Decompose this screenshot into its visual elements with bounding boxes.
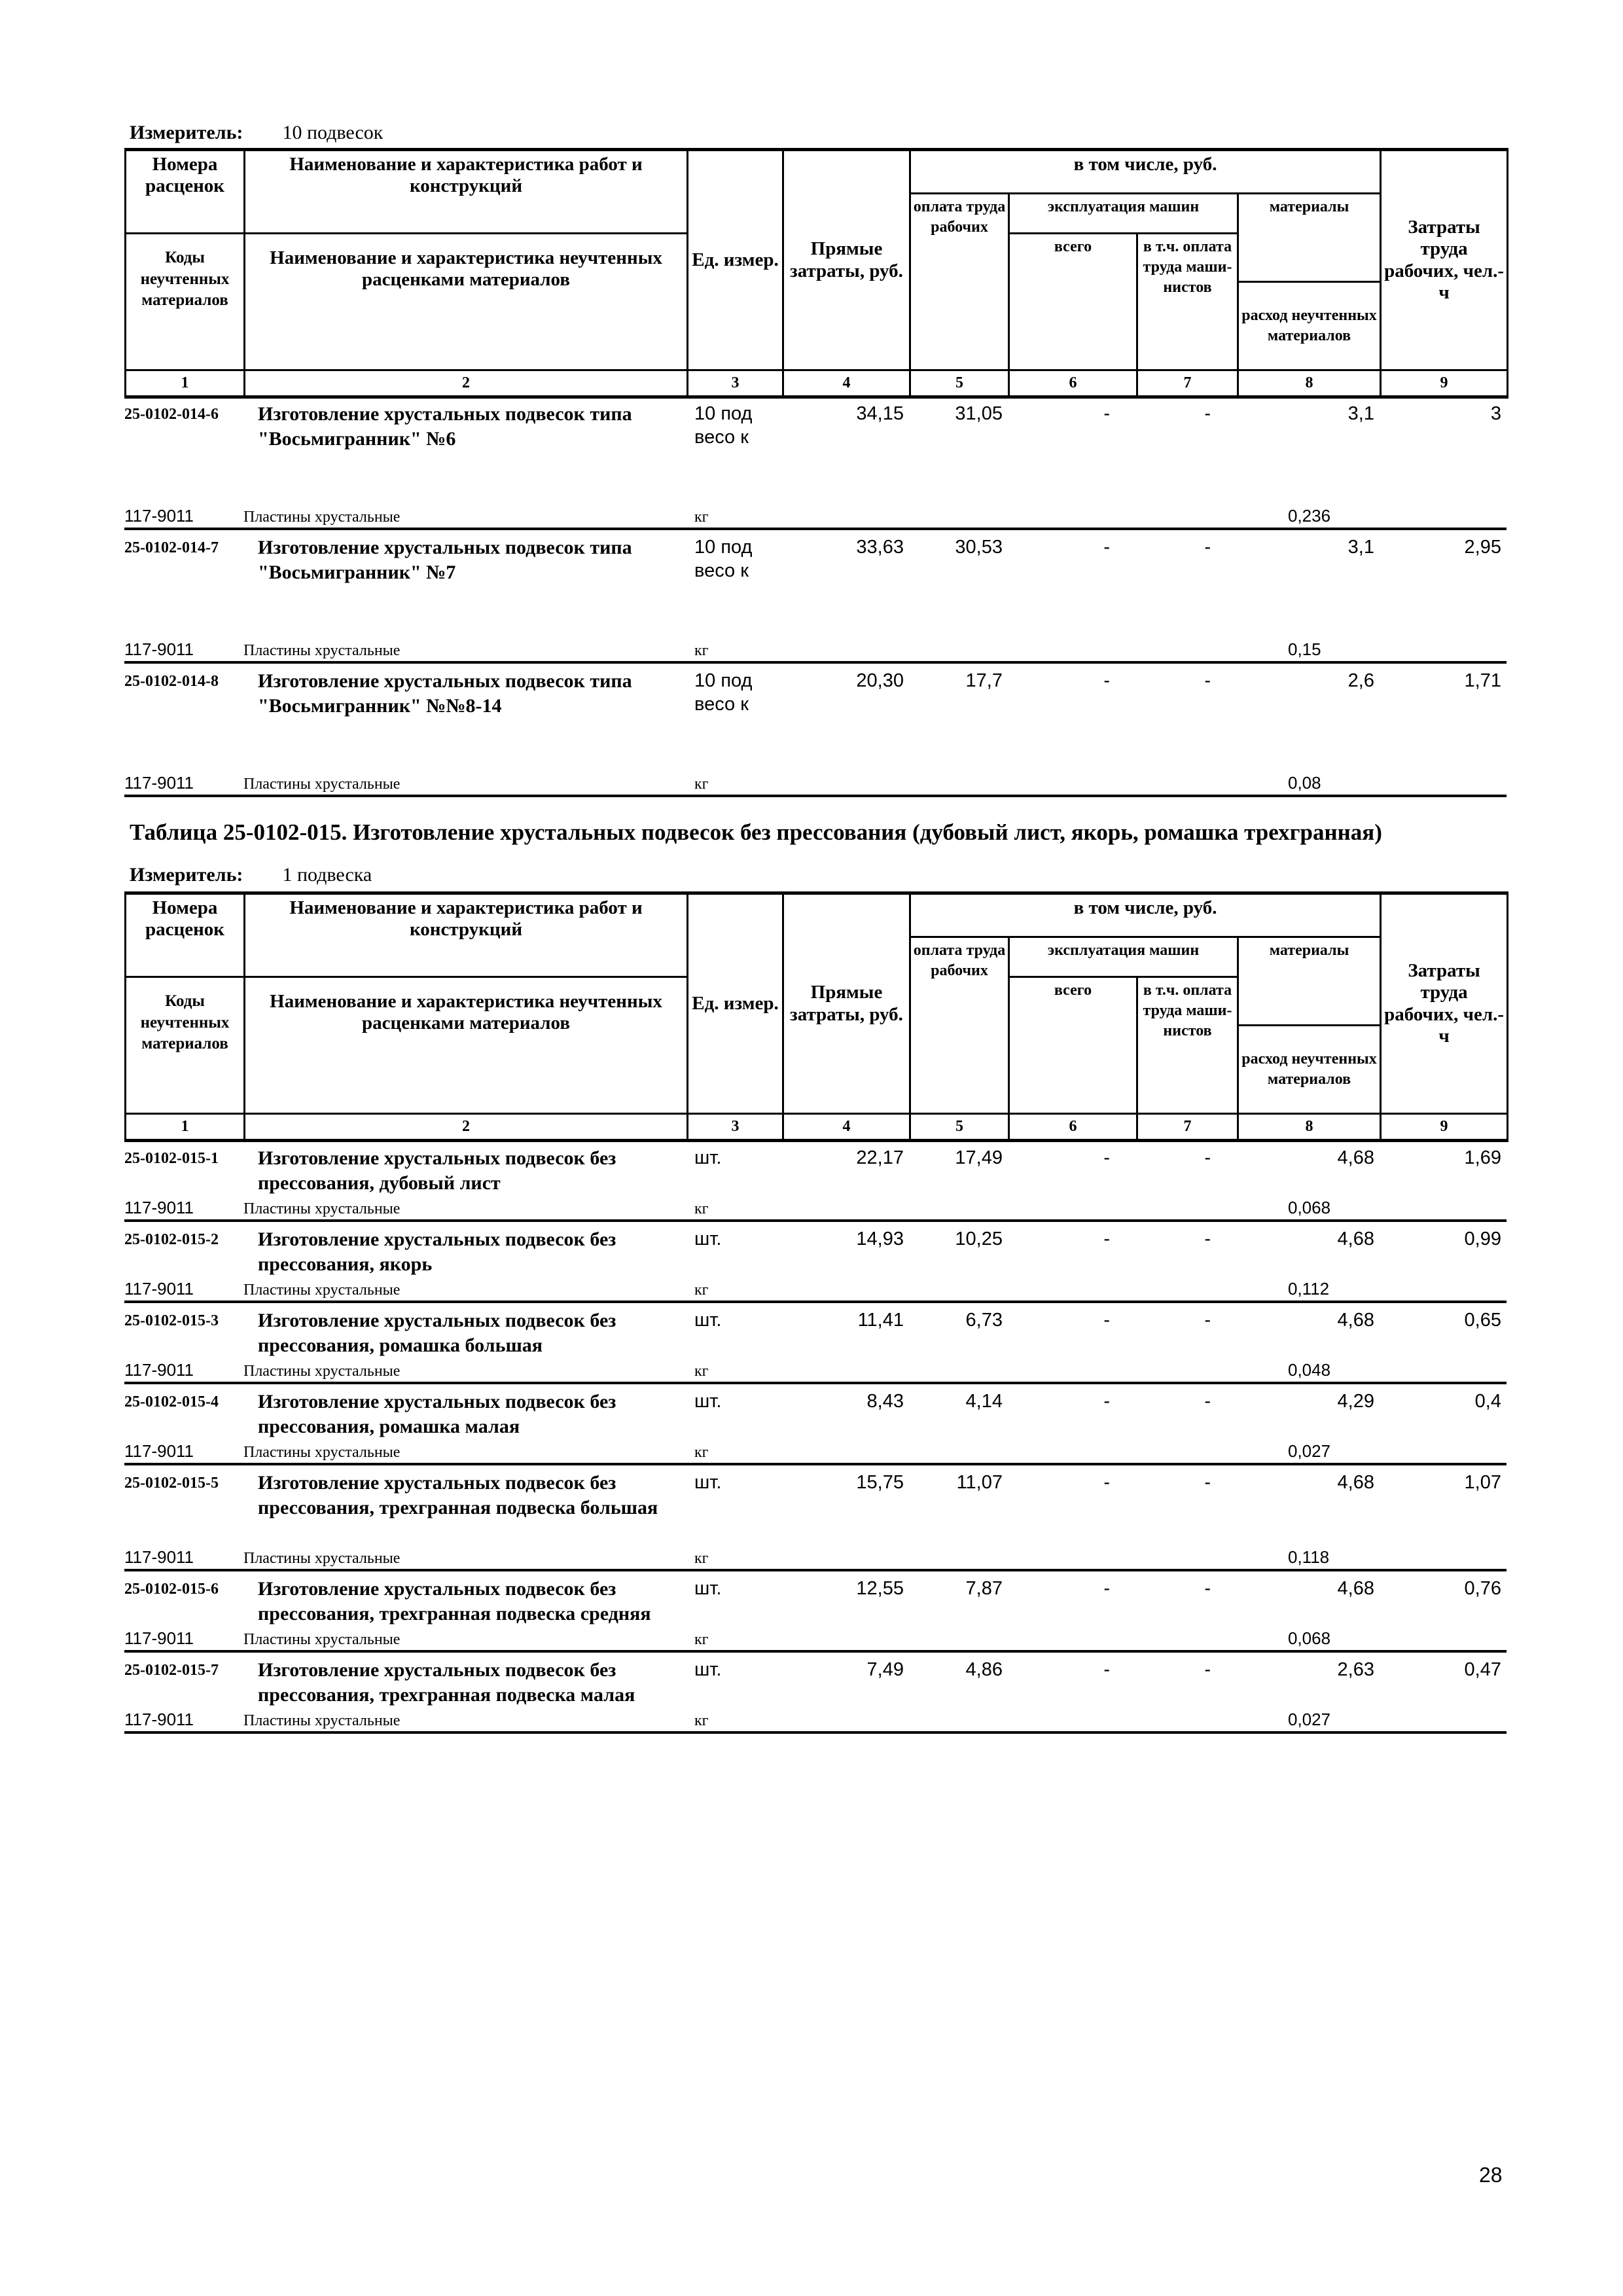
value-c6: - bbox=[1103, 1391, 1110, 1412]
rate-code: 25-0102-014-6 bbox=[124, 406, 219, 423]
col-machines: эксплуатация машин bbox=[1009, 937, 1238, 977]
rate-code: 25-0102-014-8 bbox=[124, 673, 219, 690]
work-name: Изготовление хрустальных подвесок типа "Восьмигранник" №7 bbox=[258, 537, 632, 583]
material-row bbox=[124, 1193, 1507, 1222]
material-unit: кг bbox=[694, 1712, 709, 1729]
material-name: Пластины хрустальные bbox=[243, 1363, 401, 1380]
value-c9: 0,47 bbox=[1464, 1659, 1501, 1680]
work-row bbox=[124, 1384, 1507, 1437]
material-usage: 0,118 bbox=[1288, 1547, 1330, 1567]
col-rate-number: Номера расценок bbox=[126, 893, 245, 977]
material-usage: 0,15 bbox=[1288, 639, 1321, 659]
value-c7: - bbox=[1204, 1391, 1211, 1412]
value-c5: 11,07 bbox=[956, 1472, 1003, 1493]
col-including: в том числе, руб. bbox=[910, 893, 1381, 937]
value-c4: 8,43 bbox=[866, 1391, 904, 1412]
value-c4: 7,49 bbox=[866, 1659, 904, 1680]
col-material-usage: расход неучтенных материалов bbox=[1238, 282, 1381, 370]
material-code: 117-9011 bbox=[124, 1360, 194, 1380]
column-number: 2 bbox=[245, 1114, 688, 1141]
value-c7: - bbox=[1204, 1229, 1211, 1249]
col-labor-costs: Затраты труда рабочих, чел.-ч bbox=[1381, 150, 1508, 370]
value-c4: 15,75 bbox=[856, 1472, 904, 1493]
material-row bbox=[124, 1624, 1507, 1653]
column-number: 8 bbox=[1238, 1114, 1381, 1141]
material-unit: кг bbox=[694, 509, 709, 526]
value-c8: 4,68 bbox=[1337, 1310, 1374, 1331]
material-name: Пластины хрустальные bbox=[243, 1282, 401, 1299]
material-row bbox=[124, 635, 1507, 664]
value-c8: 4,68 bbox=[1337, 1472, 1374, 1493]
material-unit: кг bbox=[694, 776, 709, 793]
material-row bbox=[124, 501, 1507, 530]
value-c5: 10,25 bbox=[955, 1229, 1003, 1249]
unit: шт. bbox=[694, 1229, 722, 1249]
material-name: Пластины хрустальные bbox=[243, 1444, 401, 1461]
column-number: 4 bbox=[783, 1114, 910, 1141]
material-row bbox=[124, 768, 1507, 797]
material-name: Пластины хрустальные bbox=[243, 1550, 401, 1567]
table-header bbox=[124, 891, 1508, 1142]
value-c6: - bbox=[1103, 537, 1110, 558]
material-code: 117-9011 bbox=[124, 1547, 194, 1567]
rate-code: 25-0102-015-3 bbox=[124, 1312, 219, 1329]
col-material-codes: Коды неучтенных материалов bbox=[126, 977, 245, 1114]
work-name: Изготовление хрустальных подвесок без прессования, дубовый лист bbox=[258, 1147, 616, 1194]
work-name: Изготовление хрустальных подвесок без прессования, якорь bbox=[258, 1229, 616, 1275]
work-row bbox=[124, 1303, 1507, 1355]
value-c9: 1,69 bbox=[1464, 1147, 1501, 1168]
column-number: 9 bbox=[1381, 370, 1508, 397]
material-code: 117-9011 bbox=[124, 1279, 194, 1299]
unit: 10 подвесо к bbox=[694, 537, 753, 582]
value-c6: - bbox=[1103, 1229, 1110, 1249]
value-c6: - bbox=[1103, 1472, 1110, 1493]
column-number: 6 bbox=[1009, 370, 1137, 397]
col-materials: материалы bbox=[1238, 937, 1381, 1026]
material-row bbox=[124, 1543, 1507, 1571]
material-name: Пластины хрустальные bbox=[243, 1200, 401, 1217]
material-name: Пластины хрустальные bbox=[243, 776, 401, 793]
value-c5: 31,05 bbox=[955, 403, 1003, 424]
work-row bbox=[124, 530, 1507, 635]
value-c8: 3,1 bbox=[1347, 403, 1374, 424]
value-c6: - bbox=[1103, 1147, 1110, 1168]
col-machines: эксплуатация машин bbox=[1009, 194, 1238, 234]
material-row bbox=[124, 1355, 1507, 1384]
column-number: 3 bbox=[688, 370, 783, 397]
value-c6: - bbox=[1103, 1578, 1110, 1599]
unit: шт. bbox=[694, 1659, 722, 1680]
value-c4: 20,30 bbox=[856, 670, 904, 691]
material-row bbox=[124, 1437, 1507, 1465]
value-c7: - bbox=[1204, 1659, 1211, 1680]
unit: шт. bbox=[694, 1147, 722, 1168]
value-c8: 4,68 bbox=[1337, 1578, 1374, 1599]
value-c9: 2,95 bbox=[1464, 537, 1501, 558]
meter-value: 10 подвесок bbox=[282, 122, 383, 143]
value-c7: - bbox=[1204, 670, 1211, 691]
col-direct-costs: Прямые затраты, руб. bbox=[783, 893, 910, 1114]
work-row bbox=[124, 1465, 1507, 1543]
value-c5: 17,49 bbox=[955, 1147, 1003, 1168]
value-c8: 4,29 bbox=[1337, 1391, 1374, 1412]
col-including: в том числе, руб. bbox=[910, 150, 1381, 194]
rate-code: 25-0102-015-1 bbox=[124, 1150, 219, 1167]
column-number: 1 bbox=[126, 370, 245, 397]
col-unit: Ед. измер. bbox=[688, 893, 783, 1114]
page-number: 28 bbox=[1479, 2163, 1503, 2187]
work-row bbox=[124, 1222, 1507, 1274]
column-number: 7 bbox=[1137, 1114, 1238, 1141]
value-c9: 0,99 bbox=[1464, 1229, 1501, 1249]
work-row bbox=[124, 397, 1507, 501]
material-usage: 0,068 bbox=[1288, 1198, 1331, 1217]
unit: 10 подвесо к bbox=[694, 403, 753, 448]
value-c8: 2,6 bbox=[1347, 670, 1374, 691]
value-c9: 3 bbox=[1490, 403, 1501, 424]
value-c7: - bbox=[1204, 403, 1211, 424]
material-unit: кг bbox=[694, 1363, 709, 1380]
value-c9: 0,65 bbox=[1464, 1310, 1501, 1331]
rate-code: 25-0102-015-6 bbox=[124, 1581, 219, 1598]
value-c8: 4,68 bbox=[1337, 1147, 1374, 1168]
material-usage: 0,027 bbox=[1288, 1710, 1331, 1729]
rate-code: 25-0102-015-7 bbox=[124, 1662, 219, 1679]
material-usage: 0,048 bbox=[1288, 1360, 1331, 1380]
value-c7: - bbox=[1204, 1310, 1211, 1331]
material-code: 117-9011 bbox=[124, 639, 194, 659]
value-c9: 1,07 bbox=[1464, 1472, 1501, 1493]
column-number: 7 bbox=[1137, 370, 1238, 397]
value-c5: 6,73 bbox=[965, 1310, 1003, 1331]
work-name: Изготовление хрустальных подвесок типа "Восьмигранник" №№8-14 bbox=[258, 670, 632, 717]
col-materials: материалы bbox=[1238, 194, 1381, 282]
value-c5: 7,87 bbox=[965, 1578, 1003, 1599]
material-usage: 0,236 bbox=[1288, 506, 1331, 526]
work-name: Изготовление хрустальных подвесок без прессования, трехгранная подвеска средняя bbox=[258, 1578, 651, 1624]
value-c8: 2,63 bbox=[1337, 1659, 1374, 1680]
unit: 10 подвесо к bbox=[694, 670, 753, 715]
value-c6: - bbox=[1103, 403, 1110, 424]
material-name: Пластины хрустальные bbox=[243, 1631, 401, 1648]
work-name: Изготовление хрустальных подвесок без прессования, ромашка малая bbox=[258, 1391, 616, 1437]
col-work-name: Наименование и характеристика работ и конструкций bbox=[245, 150, 688, 234]
meter-label: Измеритель: bbox=[130, 864, 243, 886]
material-usage: 0,027 bbox=[1288, 1441, 1331, 1461]
material-usage: 0,08 bbox=[1288, 773, 1321, 793]
material-code: 117-9011 bbox=[124, 1198, 194, 1217]
meter-value: 1 подвеска bbox=[282, 864, 372, 886]
material-unit: кг bbox=[694, 1631, 709, 1648]
meter-2 bbox=[130, 864, 372, 886]
col-work-name: Наименование и характеристика работ и конструкций bbox=[245, 893, 688, 977]
value-c4: 11,41 bbox=[857, 1310, 904, 1331]
col-direct-costs: Прямые затраты, руб. bbox=[783, 150, 910, 370]
value-c4: 14,93 bbox=[856, 1229, 904, 1249]
column-number: 3 bbox=[688, 1114, 783, 1141]
work-name: Изготовление хрустальных подвесок без прессования, трехгранная подвеска большая bbox=[258, 1472, 658, 1518]
unit: шт. bbox=[694, 1310, 722, 1331]
material-code: 117-9011 bbox=[124, 506, 194, 526]
col-labor-costs: Затраты труда рабочих, чел.-ч bbox=[1381, 893, 1508, 1114]
value-c5: 4,14 bbox=[965, 1391, 1003, 1412]
work-name: Изготовление хрустальных подвесок типа "Восьмигранник" №6 bbox=[258, 403, 632, 450]
value-c5: 30,53 bbox=[955, 537, 1003, 558]
value-c4: 34,15 bbox=[856, 403, 904, 424]
value-c4: 33,63 bbox=[856, 537, 904, 558]
col-material-name: Наименование и характеристика неучтенных расценками материалов bbox=[245, 977, 688, 1114]
material-unit: кг bbox=[694, 1550, 709, 1567]
value-c6: - bbox=[1103, 1310, 1110, 1331]
value-c7: - bbox=[1204, 1578, 1211, 1599]
material-code: 117-9011 bbox=[124, 1710, 194, 1729]
column-number: 9 bbox=[1381, 1114, 1508, 1141]
col-machines-total: всего bbox=[1009, 234, 1137, 370]
material-code: 117-9011 bbox=[124, 773, 194, 793]
col-machinist-pay: в т.ч. оплата труда маши-нистов bbox=[1137, 977, 1238, 1114]
work-name: Изготовление хрустальных подвесок без прессования, трехгранная подвеска малая bbox=[258, 1659, 635, 1706]
work-name: Изготовление хрустальных подвесок без прессования, ромашка большая bbox=[258, 1310, 616, 1356]
value-c5: 17,7 bbox=[965, 670, 1003, 691]
col-machinist-pay: в т.ч. оплата труда маши-нистов bbox=[1137, 234, 1238, 370]
material-unit: кг bbox=[694, 1444, 709, 1461]
rate-code: 25-0102-015-4 bbox=[124, 1393, 219, 1410]
table-body-2 bbox=[124, 1141, 1507, 1734]
value-c8: 4,68 bbox=[1337, 1229, 1374, 1249]
material-code: 117-9011 bbox=[124, 1441, 194, 1461]
work-row bbox=[124, 1571, 1507, 1624]
material-usage: 0,068 bbox=[1288, 1628, 1331, 1648]
col-material-codes: Коды неучтенных материалов bbox=[126, 234, 245, 370]
meter-label: Измеритель: bbox=[130, 122, 243, 143]
value-c9: 1,71 bbox=[1464, 670, 1501, 691]
col-rate-number: Номера расценок bbox=[126, 150, 245, 234]
work-row bbox=[124, 1653, 1507, 1705]
unit: шт. bbox=[694, 1578, 722, 1599]
value-c7: - bbox=[1204, 1147, 1211, 1168]
table-title: Таблица 25-0102-015. Изготовление хрустальных подвесок без прессования (дубовый лист, якорь, ромашка трехгранная) bbox=[130, 819, 1382, 845]
work-row bbox=[124, 1141, 1507, 1193]
material-unit: кг bbox=[694, 642, 709, 659]
column-number: 2 bbox=[245, 370, 688, 397]
column-number: 8 bbox=[1238, 370, 1381, 397]
meter-1 bbox=[130, 122, 383, 144]
col-material-name: Наименование и характеристика неучтенных расценками материалов bbox=[245, 234, 688, 370]
material-name: Пластины хрустальные bbox=[243, 509, 401, 526]
col-worker-pay: оплата труда рабочих bbox=[910, 194, 1009, 370]
value-c7: - bbox=[1204, 537, 1211, 558]
column-number: 6 bbox=[1009, 1114, 1137, 1141]
value-c8: 3,1 bbox=[1347, 537, 1374, 558]
material-usage: 0,112 bbox=[1288, 1279, 1330, 1299]
value-c7: - bbox=[1204, 1472, 1211, 1493]
column-number: 1 bbox=[126, 1114, 245, 1141]
value-c6: - bbox=[1103, 670, 1110, 691]
material-unit: кг bbox=[694, 1282, 709, 1299]
value-c6: - bbox=[1103, 1659, 1110, 1680]
rate-code: 25-0102-014-7 bbox=[124, 539, 219, 556]
value-c9: 0,4 bbox=[1474, 1391, 1501, 1412]
col-material-usage: расход неучтенных материалов bbox=[1238, 1026, 1381, 1114]
value-c5: 4,86 bbox=[965, 1659, 1003, 1680]
col-unit: Ед. измер. bbox=[688, 150, 783, 370]
value-c4: 12,55 bbox=[856, 1578, 904, 1599]
material-unit: кг bbox=[694, 1200, 709, 1217]
col-machines-total: всего bbox=[1009, 977, 1137, 1114]
column-number: 4 bbox=[783, 370, 910, 397]
material-code: 117-9011 bbox=[124, 1628, 194, 1648]
table-body-1 bbox=[124, 397, 1507, 797]
column-number: 5 bbox=[910, 370, 1009, 397]
work-row bbox=[124, 664, 1507, 768]
unit: шт. bbox=[694, 1391, 722, 1412]
material-row bbox=[124, 1705, 1507, 1734]
unit: шт. bbox=[694, 1472, 722, 1493]
material-name: Пластины хрустальные bbox=[243, 1712, 401, 1729]
value-c4: 22,17 bbox=[856, 1147, 904, 1168]
material-name: Пластины хрустальные bbox=[243, 642, 401, 659]
column-number: 5 bbox=[910, 1114, 1009, 1141]
value-c9: 0,76 bbox=[1464, 1578, 1501, 1599]
rate-code: 25-0102-015-2 bbox=[124, 1231, 219, 1248]
col-worker-pay: оплата труда рабочих bbox=[910, 937, 1009, 1114]
rate-code: 25-0102-015-5 bbox=[124, 1475, 219, 1492]
table-header bbox=[124, 148, 1508, 399]
material-row bbox=[124, 1274, 1507, 1303]
